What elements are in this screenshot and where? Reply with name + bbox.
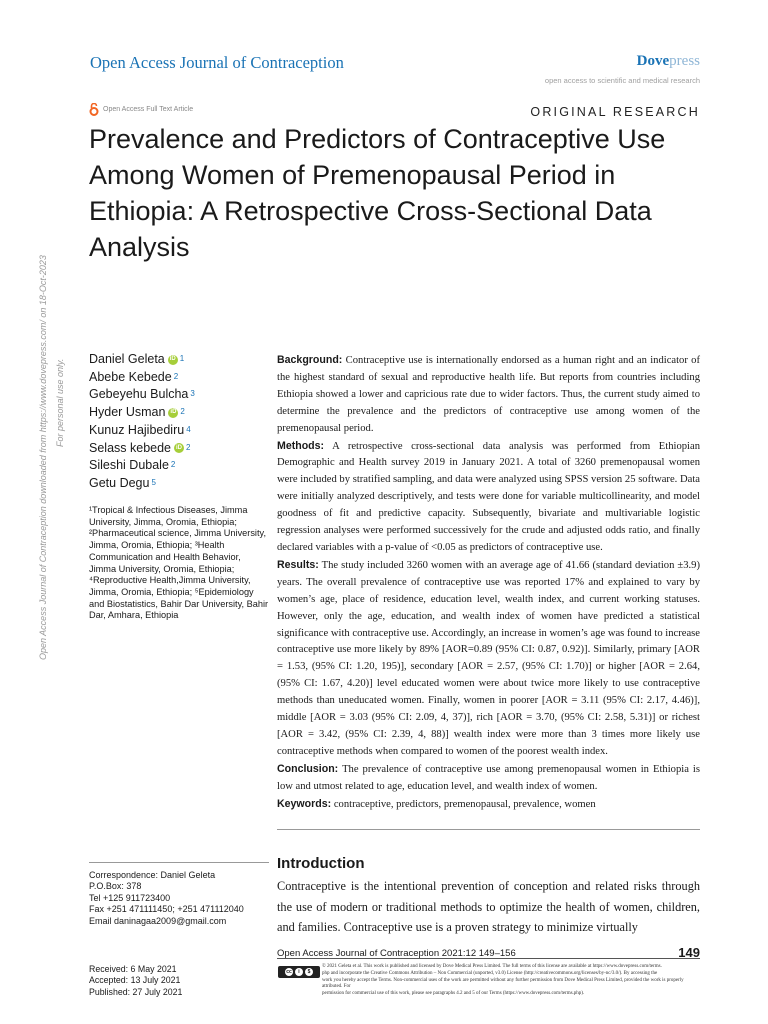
orcid-icon[interactable]: iD [168,355,178,365]
correspondence-pobox: P.O.Box: 378 [89,881,142,892]
author[interactable] [89,404,195,422]
author-name: Selass kebede [89,440,172,455]
results-label: Results: [277,558,319,571]
introduction-text: Contraceptive is the intentional prevention of conception and related risks through the use of modern or traditional methods to optimize the health of women, children, and families. Contraceptive use is a proven strategy to minimize virtually [277,879,700,934]
keywords-label: Keywords: [277,797,332,810]
orcid-icon[interactable]: iD [174,443,184,453]
abstract [277,352,700,813]
open-access-text: Open Access Full Text Article [103,106,194,113]
abstract-keywords [277,796,700,814]
author-affiliation-number: 5 [151,477,156,487]
date-published: Published: 27 July 2021 [89,986,183,997]
download-notice-line2: For personal use only. [55,358,65,447]
footer-citation[interactable]: Open Access Journal of Contraception 2021:12 149–156 [277,948,516,959]
author[interactable] [89,440,195,458]
nc-icon: $ [305,968,313,976]
abstract-results [277,557,700,761]
correspondence-email[interactable]: Email daninagaa2009@gmail.com [89,915,227,926]
introduction-heading: Introduction [277,855,365,872]
author-affiliation-number: 2 [170,460,176,470]
author-affiliation-number: 4 [186,424,191,434]
background-text: Contraceptive use is internationally endorsed as a human right and an indicator of the highest standard of sexual and reproductive health life. But reports from countries including Ethiopia showed a lower and capricious rate due to wider factors. Thus, the current study aimed to determine the prevalence and the predictors of contraceptive use among women of the premenopausal period. [277,355,700,434]
abstract-conclusion [277,761,700,796]
author[interactable] [89,422,195,440]
correspondence-fax: Fax +251 471111450; +251 471112040 [89,904,244,915]
abstract-methods [277,438,700,557]
open-access-icon [89,103,99,116]
author-list [89,351,195,493]
article-type: ORIGINAL RESEARCH [530,105,700,119]
conclusion-text: The prevalence of contraceptive use among premenopausal women in Ethiopia is low and utmost related to age, education level, and wealth index of women. [277,763,700,792]
author-name: Gebeyehu Bulcha [89,387,189,402]
article-title: Prevalence and Predictors of Contraceptive Use Among Women of Premenopausal Period in Ethiopia: A Retrospective Cross-Sectional Data Analysis [89,124,666,262]
license-line: permission for commercial use of this work, please see paragraphs 4.2 and 5 of our Terms (https://www.dovepress.com/terms.php). [322,991,585,997]
download-notice [38,205,82,665]
correspondence-divider [89,862,269,863]
author-affiliation-number: 3 [190,389,195,399]
author-name: Getu Degu [89,475,150,490]
author[interactable] [89,386,195,404]
orcid-icon[interactable]: iD [168,408,178,418]
author-affiliation-number: 1 [179,354,185,363]
download-notice-line1: Open Access Journal of Contraception downloaded from https://www.dovepress.com/ on 18-Oct-2023 [38,255,48,660]
methods-label: Methods: [277,439,325,452]
correspondence-tel: Tel +125 911723400 [89,892,171,903]
author-affiliation-number: 2 [173,371,179,381]
brand-bold: Dove [636,53,670,69]
date-received: Received: 6 May 2021 [89,964,177,974]
license-line: work you hereby accept the Terms. Non-commercial uses of the work are permitted without any further permission from Dove Medical Press Limited, provided the work is properly attributed. For [322,977,684,990]
results-text: The study included 3260 women with an average age of 41.66 (standard deviation ±3.9) years. The overall prevalence of contraceptive use was reported 17% and explained to vary by women’s age, place of residence, education level, wealth index, and current working statuses. However, only the age, education, and wealth index of women have predicted a statistical significance with contraceptive use. Accordingly, an increase in women’s age was found to increase contraceptive use more likely by 89% [AOR=0.89 (95% CI: 0.87, 0.92)]. Similarly, primary [AOR = 1.53, (95% CI: 1.20, 195)], secondary [AOR = 2.57, (95% CI: 1.70)] or higher [AOR = 2.64, (95% CI: 1.67, 4.20)] level educated women were about twice more likely to use contraceptive methods than uneducated women. Finally, women in poorer [AOR = 3.11 (95% CI: 2.17, 4.46)], middle [AOR = 3.03 (95% CI: 2.09, 4, 37)], rich [AOR = 3.70, (95% CI: 2.58, 5.31)] or richest [AOR = 3.42, (95% CI: 2.39, 4, 88)] wealth index were more than 3 times more likely use contraceptive methods when compared to women of the poorest wealth index. [277,559,700,757]
license-line: © 2021 Geleta et al. This work is published and licensed by Dove Medical Press Limited. The full terms of this license are available at https://www.dovepress.com/terms. [322,964,662,969]
license-line: php and incorporate the Creative Commons Attribution – Non Commercial (unported, v3.0) License (http://creativecommons.org/licenses/by-nc/3.0/). By accessing the [322,970,658,976]
author-affiliation-number: 2 [180,407,185,417]
abstract-divider [277,829,700,830]
brand-light: press [669,53,700,69]
creative-commons-badge[interactable] [278,966,320,978]
date-accepted: Accepted: 13 July 2021 [89,975,181,986]
by-icon: i [295,968,303,976]
author-name: Sileshi Dubale [89,458,169,473]
author-name: Abebe Kebede [89,369,172,384]
background-label: Background: [277,354,343,366]
keywords-text: contraceptive, predictors, premenopausal, prevalence, women [333,798,596,810]
publisher-logo[interactable] [545,53,700,85]
license-text [322,964,700,998]
open-access-label [89,103,193,116]
author-name: Hyder Usman [89,405,166,420]
article-dates [89,964,182,998]
publisher-tagline: open access to scientific and medical research [544,76,700,85]
page-number: 149 [678,945,700,960]
author[interactable] [89,369,195,387]
author-affiliation-number: 2 [186,442,191,452]
cc-icon: cc [286,969,292,975]
correspondence [89,870,269,927]
methods-text: A retrospective cross-sectional data analysis was performed from Ethiopian Demographic and Health survey 2019 in January 2021. A total of 3260 premenopausal women were included by stratified sampling, and data were analyzed using SPSS version 25 software. Data were initially analyzed descriptively, and tests were done for variable multicollinearity, and model goodness of fit and predictive capacity. Subsequently, bivariate and multivariable logistic regression analyses were performed successively for the crude and adjusted odds ratio, and finally declared variables with a p-value of <0.05 as predictors of contraceptive use. [277,440,700,553]
author-name: Daniel Geleta [89,352,165,366]
journal-title[interactable]: Open Access Journal of Contraception [90,53,344,72]
conclusion-label: Conclusion: [277,762,339,775]
author[interactable] [89,457,195,475]
author-name: Kunuz Hajibediru [89,422,185,437]
author[interactable] [89,351,195,369]
correspondence-name: Correspondence: Daniel Geleta [89,870,216,880]
author[interactable] [89,475,195,493]
abstract-background [277,352,700,438]
affiliations: ¹Tropical & Infectious Diseases, Jimma University, Jimma, Oromia, Ethiopia; ²Pharmaceutical science, Jimma University, Jimma, Oromia, Ethiopia; ³Health Communication and Health Behavior, Jimma University, Oromia, Ethiopia; ⁴Reproductive Health,Jimma University, Jimma, Oromia, Ethiopia; ⁵Epidemiology and Biostatistics, Bahir Dar University, Bahir Dar, Amhara, Ethiopia [89,505,269,621]
